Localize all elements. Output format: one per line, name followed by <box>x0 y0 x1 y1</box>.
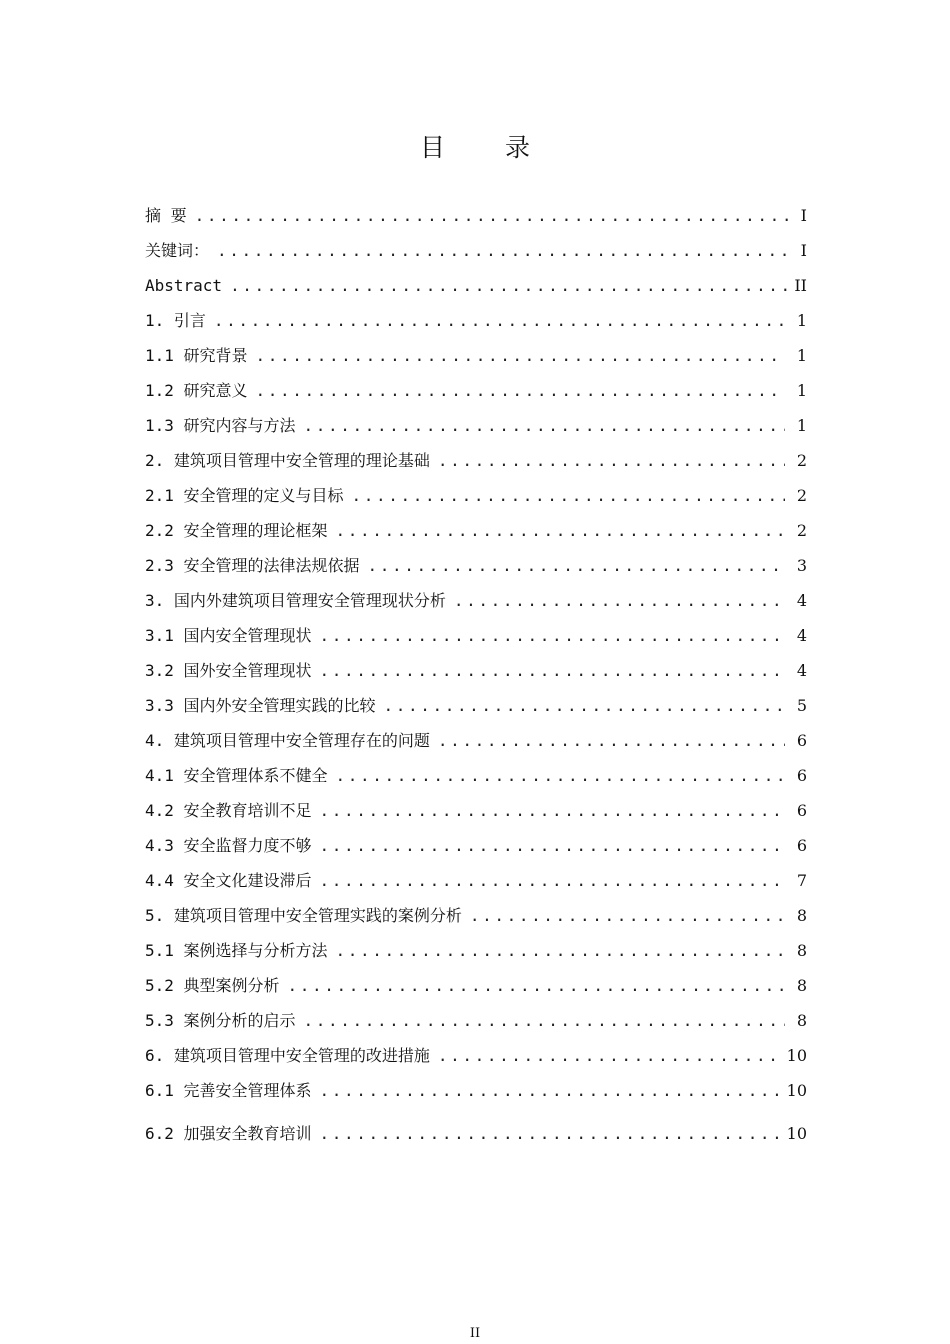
toc-entry-label: 5.3 案例分析的启示 <box>145 1011 296 1030</box>
toc-entry-page: 8 <box>796 906 807 925</box>
toc-entry-label: 3.1 国内安全管理现状 <box>145 626 312 645</box>
toc-leader-dots <box>438 723 785 758</box>
toc-entry-label: 1.3 研究内容与方法 <box>145 416 296 435</box>
toc-entry-page: 8 <box>796 1011 807 1030</box>
toc-leader-dots <box>336 933 785 968</box>
toc-entry-label: 4. 建筑项目管理中安全管理存在的问题 <box>145 731 430 750</box>
toc-entry[interactable] <box>145 898 807 933</box>
toc-entry[interactable] <box>145 268 807 303</box>
toc-leader-dots <box>368 548 785 583</box>
toc-entry[interactable] <box>145 863 807 898</box>
toc-entry[interactable] <box>145 828 807 863</box>
toc-entry[interactable] <box>145 1108 807 1150</box>
toc-entry[interactable] <box>145 233 807 268</box>
toc-entry-label: 4.3 安全监督力度不够 <box>145 836 312 855</box>
toc-entry[interactable] <box>145 968 807 1003</box>
toc-entry-label: 5.1 案例选择与分析方法 <box>145 941 328 960</box>
toc-leader-dots <box>336 513 785 548</box>
page-title: 目 录 <box>420 133 556 162</box>
toc-entry-label: 2.1 安全管理的定义与目标 <box>145 486 344 505</box>
toc-entry-label: 6. 建筑项目管理中安全管理的改进措施 <box>145 1046 430 1065</box>
toc-entry-label: 3.2 国外安全管理现状 <box>145 661 312 680</box>
toc-entry-label: Abstract <box>145 276 223 295</box>
toc-leader-dots <box>230 268 791 303</box>
toc-entry[interactable] <box>145 583 807 618</box>
toc-entry[interactable] <box>145 793 807 828</box>
toc-entry-page: 5 <box>796 696 807 715</box>
toc-leader-dots <box>217 233 791 268</box>
toc-entry-page: 2 <box>796 451 807 470</box>
page-number: II <box>469 1326 481 1341</box>
toc-leader-dots <box>320 1073 781 1108</box>
toc-entry-label: 5.2 典型案例分析 <box>145 976 280 995</box>
toc-entry-page: 6 <box>796 731 807 750</box>
toc-entry-page: 1 <box>796 416 807 435</box>
toc-entry-page: 8 <box>796 941 807 960</box>
toc-entry[interactable] <box>145 688 807 723</box>
toc-leader-dots <box>320 828 785 863</box>
toc-entry-label: 6.1 完善安全管理体系 <box>145 1081 312 1100</box>
toc-entry-label: 3. 国内外建筑项目管理安全管理现状分析 <box>145 591 446 610</box>
toc-entry-page: 2 <box>796 486 807 505</box>
toc-entry-label: 1.2 研究意义 <box>145 381 248 400</box>
toc-leader-dots <box>470 898 785 933</box>
toc-entry-label: 1. 引言 <box>145 311 206 330</box>
toc-entry-label: 4.1 安全管理体系不健全 <box>145 766 328 785</box>
toc-entry-page: 10 <box>786 1046 807 1065</box>
toc-entry-label: 6.2 加强安全教育培训 <box>145 1124 312 1143</box>
toc-entry-label: 4.2 安全教育培训不足 <box>145 801 312 820</box>
toc-entry-page: II <box>794 276 807 295</box>
toc-entry-label: 4.4 安全文化建设滞后 <box>145 871 312 890</box>
toc-entry-page: 8 <box>796 976 807 995</box>
toc-entry-page: 1 <box>796 346 807 365</box>
toc-leader-dots <box>320 793 785 828</box>
toc-entry[interactable] <box>145 303 807 338</box>
toc-entry[interactable] <box>145 1003 807 1038</box>
toc-entry-page: 4 <box>796 626 807 645</box>
toc-entry-page: 6 <box>796 836 807 855</box>
toc-leader-dots <box>320 618 785 653</box>
toc-leader-dots <box>384 688 785 723</box>
toc-entry[interactable] <box>145 478 807 513</box>
toc-leader-dots <box>454 583 785 618</box>
toc-entry-page: 6 <box>796 766 807 785</box>
toc-entry[interactable] <box>145 373 807 408</box>
toc-entry-label: 关键词： <box>145 241 210 260</box>
toc-entry-label: 5. 建筑项目管理中安全管理实践的案例分析 <box>145 906 462 925</box>
toc-entry-label: 2. 建筑项目管理中安全管理的理论基础 <box>145 451 430 470</box>
toc-entry-label: 3.3 国内外安全管理实践的比较 <box>145 696 376 715</box>
toc-leader-dots <box>438 443 785 478</box>
toc-leader-dots <box>320 653 785 688</box>
toc-entry[interactable] <box>145 933 807 968</box>
toc-entry[interactable] <box>145 338 807 373</box>
toc-leader-dots <box>214 303 785 338</box>
toc-leader-dots <box>320 1108 781 1160</box>
toc-leader-dots <box>288 968 785 1003</box>
toc-leader-dots <box>352 478 785 513</box>
toc-leader-dots <box>336 758 785 793</box>
toc-entry[interactable] <box>145 443 807 478</box>
toc-entry-page: 4 <box>796 591 807 610</box>
toc-entry-label: 摘 要 <box>145 206 187 225</box>
toc-entry-label: 1.1 研究背景 <box>145 346 248 365</box>
toc-entry-page: 6 <box>796 801 807 820</box>
toc-leader-dots <box>438 1038 781 1073</box>
toc-entry[interactable] <box>145 723 807 758</box>
toc-entry-page: 1 <box>796 311 807 330</box>
toc-entry-page: 7 <box>796 871 807 890</box>
toc-entry-page: 4 <box>796 661 807 680</box>
toc-entry-page: I <box>800 206 807 225</box>
toc-leader-dots <box>304 408 785 443</box>
toc-entry[interactable] <box>145 618 807 653</box>
toc-entry[interactable] <box>145 1038 807 1073</box>
table-of-contents <box>145 198 807 1150</box>
toc-entry[interactable] <box>145 758 807 793</box>
toc-entry-page: 3 <box>796 556 807 575</box>
toc-leader-dots <box>256 373 785 408</box>
toc-leader-dots <box>195 198 791 233</box>
toc-entry-page: 2 <box>796 521 807 540</box>
toc-entry-page: I <box>800 241 807 260</box>
toc-entry-page: 1 <box>796 381 807 400</box>
toc-entry-page: 10 <box>786 1081 807 1100</box>
toc-leader-dots <box>320 863 785 898</box>
toc-entry-page: 10 <box>786 1124 807 1143</box>
toc-entry[interactable] <box>145 198 807 233</box>
toc-entry-label: 2.2 安全管理的理论框架 <box>145 521 328 540</box>
toc-entry[interactable] <box>145 408 807 443</box>
toc-entry-label: 2.3 安全管理的法律法规依据 <box>145 556 360 575</box>
toc-leader-dots <box>256 338 785 373</box>
toc-entry[interactable] <box>145 1073 807 1108</box>
toc-entry[interactable] <box>145 513 807 548</box>
toc-leader-dots <box>304 1003 785 1038</box>
toc-entry[interactable] <box>145 653 807 688</box>
toc-entry[interactable] <box>145 548 807 583</box>
